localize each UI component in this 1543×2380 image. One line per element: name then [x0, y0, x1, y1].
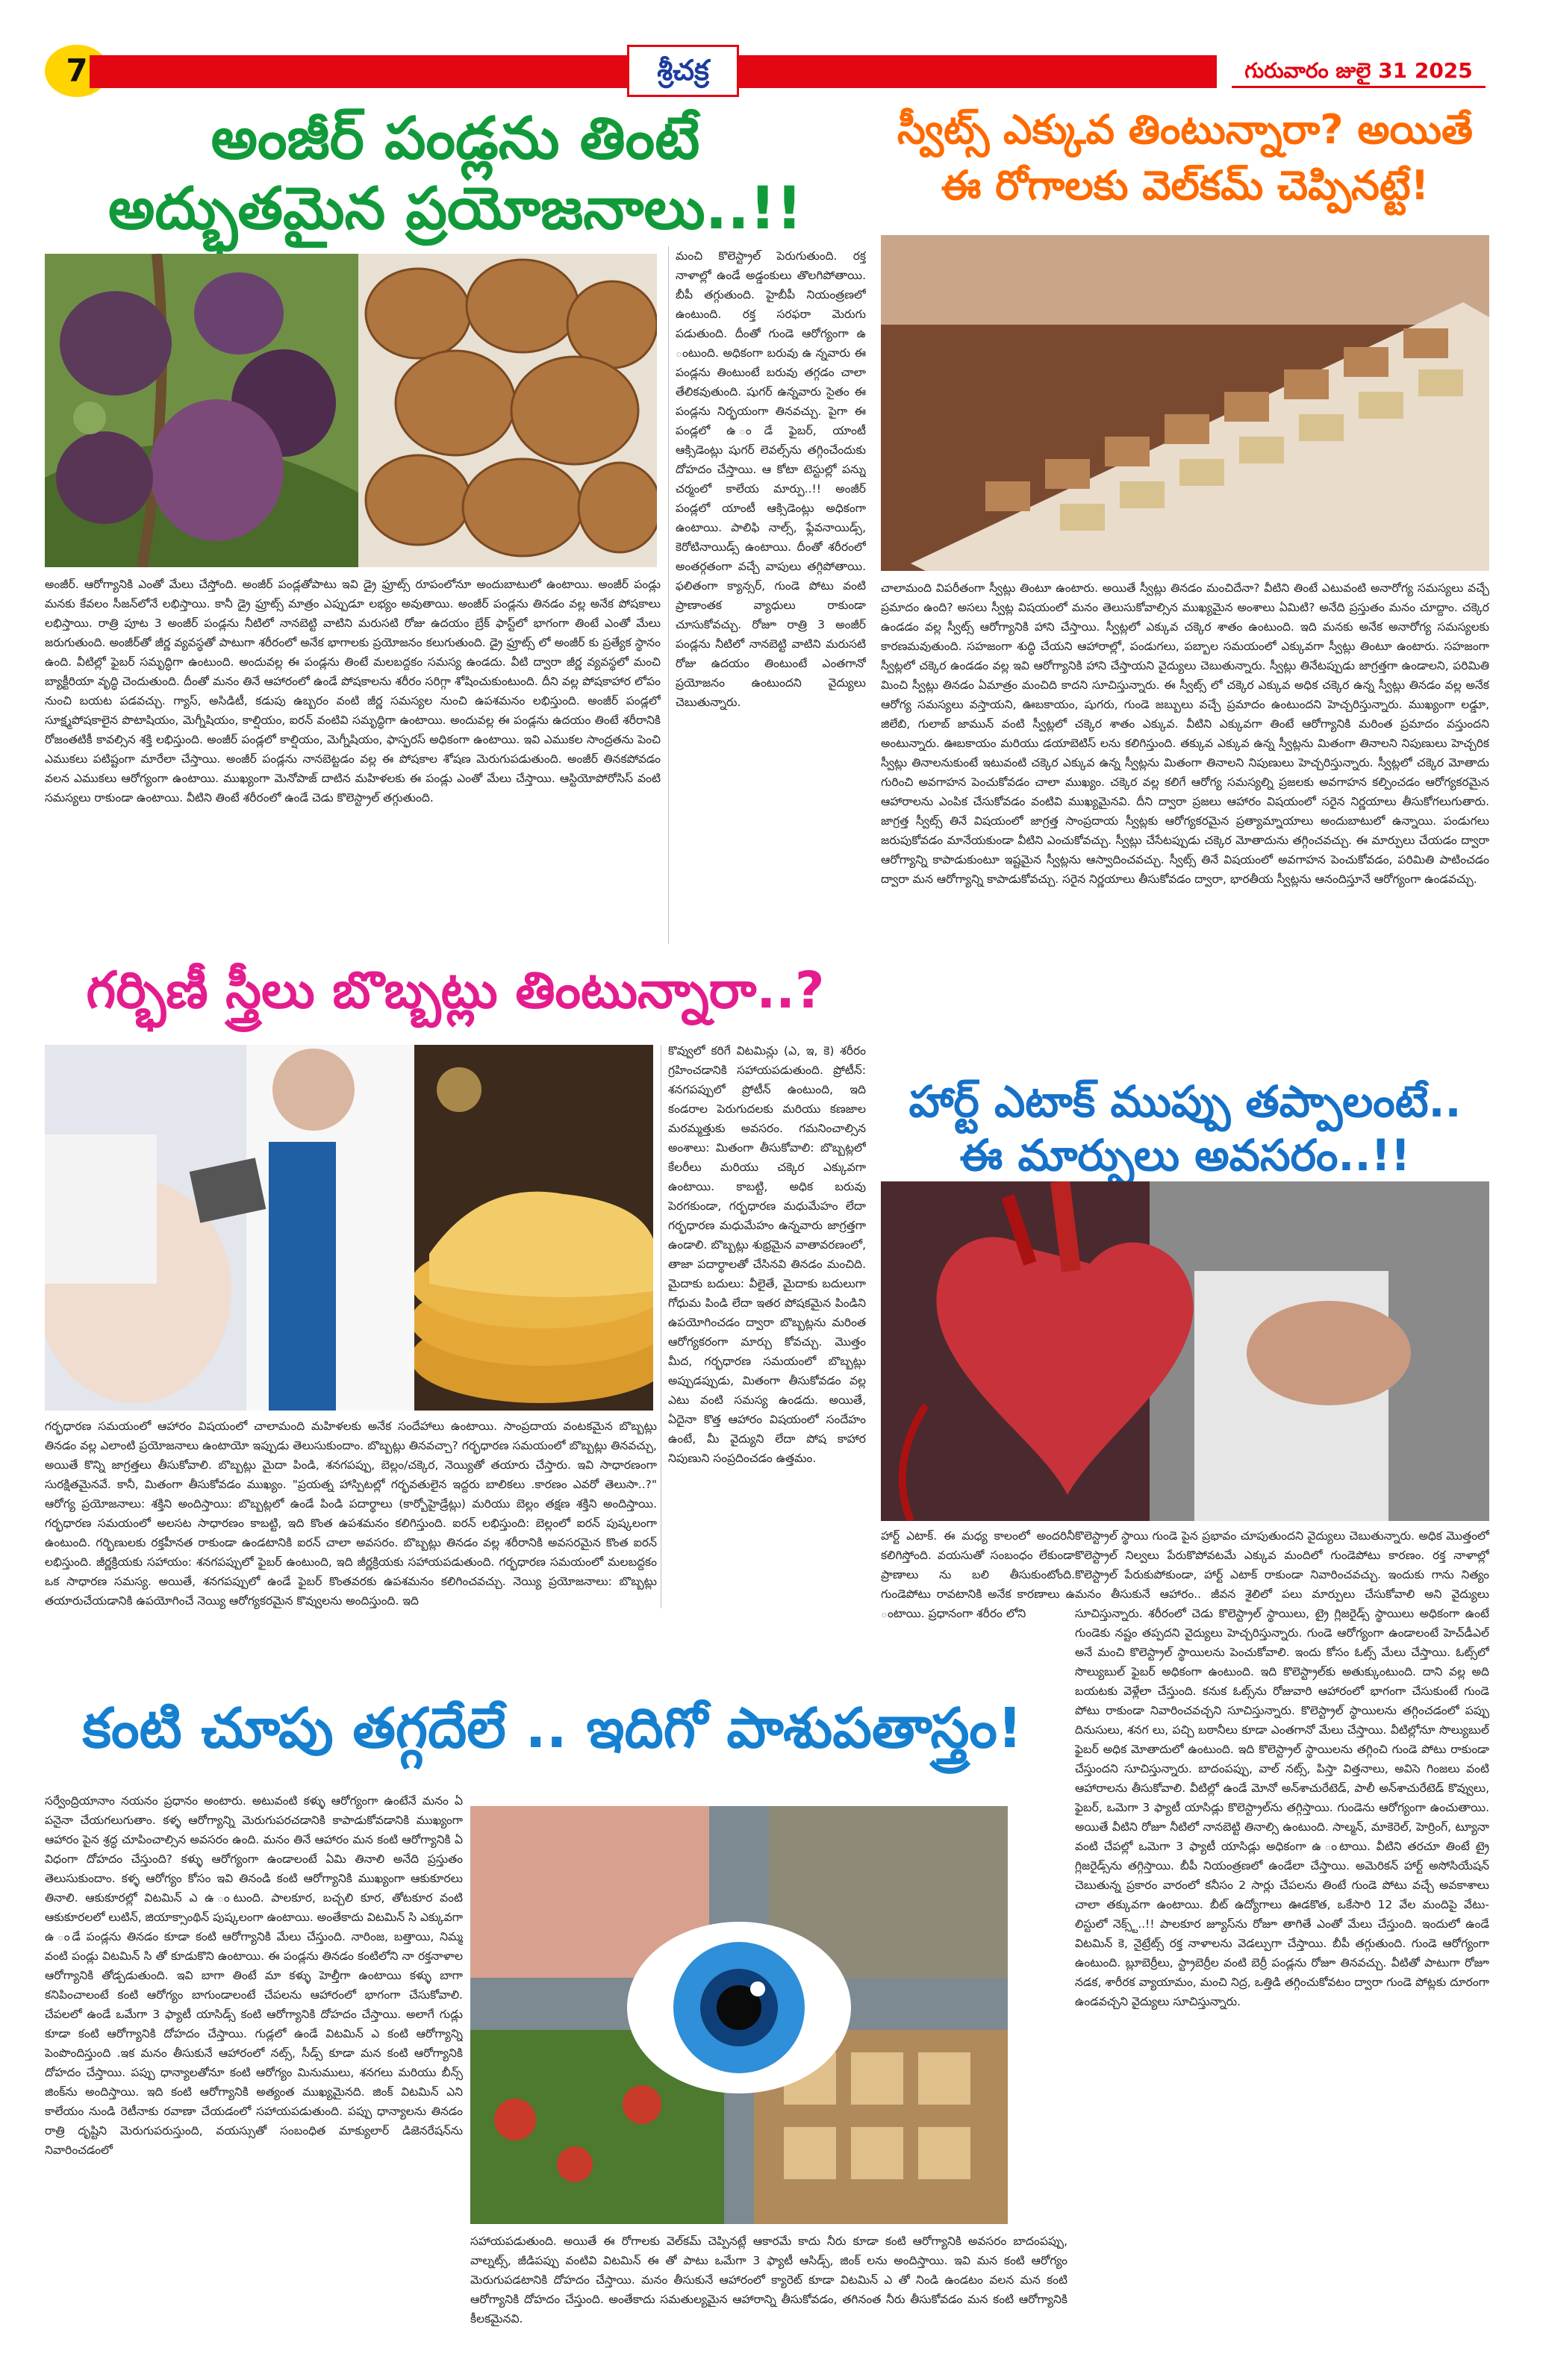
pregnancy-article-body: గర్భధారణ సమయంలో ఆహారం విషయంలో చాలామంది మహిళలకు అనేక సందేహాలు ఉంటాయి. సాంప్రదాయ వంటకమైన బొబ్బట్లు తినడం వల్ల ఎలాంటి ప్రయోజనాలు ఉంటాయో ఇప్పుడు తెలుసుకుందాం. బొబ్బట్లు తినవచ్చా? గర్భధారణ సమయంలో బొబ్బట్లు తినవచ్చు, అయితే కొన్ని జాగ్రత్తలు తీసుకోవాలి. బొబ్బట్లు మైదా పిండి, శనగపప్పు, బెల్లం/చక్కెర, నెయ్యితో తయారు చేస్తారు. ఇవి సాధారణంగా సురక్షితమైనవే. కానీ, మితంగా తీసుకోవడం ముఖ్యం. "ప్రయత్న హాస్పిటల్లో గర్భవతులైన ఇద్దరు బాలికలు .కారణం ఎవరో తెలుసా..?" ఆరోగ్య ప్రయోజనాలు: శక్తిని అందిస్తాయి: బొబ్బట్లలో ఉండే పిండి పదార్థాలు (కార్బోహైడ్రేట్లు) మరియు బెల్లం తక్షణ శక్తిని అందిస్తాయి. గర్భధారణ సమయంలో అలసట సాధారణం కాబట్టి, ఇది కొంత ఉపశమనం కలిగిస్తుంది. ఐరన్ లభిస్తుంది: బెల్లంలో ఐరన్ పుష్కలంగా ఉంటుంది. గర్భిణులకు రక్తహీనత రాకుండా ఉండటానికి ఐరన్ చాలా అవసరం. బొబ్బట్లు తినడం వల్ల శరీరానికి అవసరమైన కొంత ఐరన్ లభిస్తుంది. జీర్ణక్రియకు సహాయం: శనగపప్పులో ఫైబర్ ఉంటుంది, ఇది జీర్ణక్రియకు సహాయపడుతుంది. గర్భధారణ సమయంలో మలబద్దకం ఒక సాధారణ సమస్య. అయితే, శనగపప్పులో ఉండే ఫైబర్ కొంతవరకు ఉపశమనం కలిగించవచ్చు. నెయ్యి ప్రయోజనాలు: బొబ్బట్లు తయారుచేయడానికి ఉపయోగించే నెయ్యి ఆరోగ్యకరమైన కొవ్వులను అందిస్తుంది. ఇది	[45, 1419, 657, 1608]
pregnant-woman-doctor-photo	[45, 1045, 414, 1411]
bobbatlu-icon	[414, 1045, 653, 1411]
eye-food-photo	[470, 1806, 1008, 2224]
pregnancy-article-right-column: కొవ్వులో కరిగే విటమిన్లు (ఎ, ఇ, కె) శరీరం గ్రహించడానికి సహాయపడుతుంది. ప్రోటీన్: శనగపప్పులో ప్రోటీన్ ఉంటుంది, ఇది కండరాల పెరుగుదలకు మరియు కణజాల మరమ్మత్తుకు అవసరం. గమనించాల్సిన అంశాలు: మితంగా తీసుకోవాలి: బొబ్బట్లలో కేలరీలు మరియు చక్కెర ఎక్కువగా ఉంటాయి. కాబట్టి, అధిక బరువు పెరగకుండా, గర్భధారణ మధుమేహం లేదా గర్భధారణ మధుమేహం ఉన్నవారు జాగ్రత్తగా ఉండాలి. బొబ్బట్లు శుభ్రమైన వాతావరణంలో, తాజా పదార్థాలతో చేసినవి తినడం మంచిది. మైదాకు బదులు: వీలైతే, మైదాకు బదులుగా గోధుమ పిండి లేదా ఇతర పోషకమైన పిండిని ఉపయోగించడం ద్వారా బొబ్బట్లను మరింత ఆరోగ్యకరంగా మార్చు కోవచ్చు. మొత్తం మీద, గర్భధారణ సమయంలో బొబ్బట్లు అప్పుడప్పుడు, మితంగా తీసుకోవడం వల్ల ఎటు వంటి సమస్య ఉండదు. అయితే, ఏదైనా కొత్త ఆహారం విషయంలో సందేహం ఉంటే, మీ వైద్యుని లేదా పోష కాహార నిపుణుని సంప్రదించడం ఉత్తమం.	[668, 1044, 866, 1465]
heart-headline-line1: హార్ట్ ఎటాక్ ముప్పు తప్పాలంటే..	[908, 1076, 1462, 1127]
sweets-headline-line1: స్వీట్స్ ఎక్కువ తింటున్నారా? అయితే	[897, 106, 1474, 153]
column-divider	[668, 246, 669, 944]
masthead	[45, 45, 1500, 97]
pregnant-woman-icon	[45, 1045, 414, 1411]
dried-fig-photo	[358, 254, 657, 567]
heart-headline-line2: ఈ మార్పులు అవసరం..!!	[959, 1130, 1411, 1181]
fig-article-right-column: మంచి కొలెస్ట్రాల్ పెరుగుతుంది. రక్త నాళాల్లో ఉండే అడ్డంకులు తొలగిపోతాయి. బీపీ తగ్గుతుంది. హైబీపీ నియంత్రణలో ఉంటుంది. రక్త సరఫరా మెరుగు పడుతుంది. దీంతో గుండె ఆరోగ్యంగా ఉ ంటుంది. అధికంగా బరువు ఉ న్నవారు ఈ పండ్లను తింటుంటే బరువు తగ్గడం చాలా తేలికవుతుంది. షుగర్ ఉన్నవారు సైతం ఈ పండ్లను నిర్భయంగా తినవచ్చు. పైగా ఈ పండ్లలో ఉ ండే ఫైబర్, యాంటీ ఆక్సిడెంట్లు షుగర్ లెవల్స్‌ను తగ్గించేందుకు దోహదం చేస్తాయి. ఆ కోటా టెస్టుల్లో పన్ను చర్మంలో కాలేయ మార్పు..!! అంజీర్ పండ్లలో యాంటీ ఆక్సిడెంట్లు అధికంగా ఉంటాయి. పాలిఫి నాల్స్, ఫ్లేవనాయిడ్స్, కెరోటినాయిడ్స్ ఉంటాయి. దీంతో శరీరంలో అంతర్గతంగా వచ్చే వాపులు తగ్గిపోతాయి. ఫలితంగా క్యాన్సర్, గుండె పోటు వంటి ప్రాణాంతక వ్యాధులు రాకుండా చూసుకోవచ్చు. రోజూ రాత్రి 3 అంజీర్ పండ్లను నీటిలో నానబెట్టి వాటిని మరుసటి రోజు ఉదయం తింటుంటే ఎంతగానో ప్రయోజనం ఉంటుందని వైద్యులు చెబుతున్నారు.	[676, 249, 866, 709]
sweets-headline-line2: ఈ రోగాలకు వెల్‌కమ్ చెప్పినట్టే!	[941, 162, 1430, 209]
page-number: 7	[45, 45, 109, 97]
eye-article-left-column: సర్వేంద్రియానాం నయనం ప్రధానం అంటారు. అటువంటి కళ్ళు ఆరోగ్యంగా ఉంటేనే మనం ఏ పనైనా చేయగలుగుతాం. కళ్ళ ఆరోగ్యాన్ని మెరుగుపరచడానికి కాపాడుకోవడానికి ముఖ్యంగా ఆహారం పైన శ్రద్ధ చూపించాల్సిన అవసరం ఉంది. మనం తినే ఆహారం మన కంటి ఆరోగ్యానికి ఏ విధంగా దోహదం చేస్తుంది? కళ్ళు ఆరోగ్యంగా ఉండాలంటే ఏమి తినాలి అనేది ప్రస్తుతం తెలుసుకుందాం. కళ్ళ ఆరోగ్యం కోసం ఇవి తినండి కంటి ఆరోగ్యానికి ముఖ్యంగా ఆకుకూరలు తినాలి. ఆకుకూరల్లో విటమిన్ ఎ ఉ ంటుంది. పాలకూర, బచ్చలి కూర, తోటకూర వంటి ఆకుకూరలలో లుటిన్, జియాక్సాంథిన్ పుష్కలంగా ఉంటాయి. అంతేకాదు విటమిన్ సి ఎక్కువగా ఉ ండే పండ్లను తినడం కూడా కంటి ఆరోగ్యానికి మేలు చేస్తుంది. నారింజ, బత్తాయి, నిమ్మ వంటి పండ్లు విటమిన్ సి తో కూడుకొని ఉంటాయి. ఈ పండ్లను తినడం కంటిలోని నా రక్తనాళాల ఆరోగ్యానికి తోడ్పడుతుంది. ఇవి బాగా తింటే మా కళ్ళు హెల్తీగా ఉంటాయి కళ్ళు బాగా కనిపించాలంటే కంటి ఆరోగ్యం బాగుండాలంటే చేపలను ఆహారంలో భాగంగా చేసుకోవాలి. చేపలలో ఉండే ఒమేగా 3 ఫ్యాటీ యాసిడ్స్ కంటి ఆరోగ్యానికి దోహదం చేస్తాయి. అలాగే గుడ్లు కూడా కంటి ఆరోగ్యానికి దోహదం చేస్తాయి. గుడ్లలో ఉండే విటమిన్ ఎ కంటి ఆరోగ్యాన్ని పెంపొందిస్తుంది .ఇక మనం తీసుకునే ఆహారంలో నట్స్, సీడ్స్ కూడా మన కంటి ఆరోగ్యానికి దోహదం చేస్తాయి. పప్పు ధాన్యాలతోనూ కంటి ఆరోగ్యం మినుములు, శనగలు మరియు బీన్స్ జింక్‌ను అందిస్తాయి. ఇది కంటి ఆరోగ్యానికి అత్యంత ముఖ్యమైనది. జింక్ విటమిన్ ఎని కాలేయం నుండి రెటీనాకు రవాణా చేయడంలో సహాయపడుతుంది. పప్పు ధాన్యాలను తినడం రాత్రి దృష్టిని మెరుగుపరుస్తుంది, వయస్సుతో సంబంధిత మాక్యులార్ డిజెనరేషన్‌ను నివారించడంలో	[45, 1794, 463, 2157]
fig-headline-line1: అంజీర్ పండ్లను తింటే	[211, 105, 700, 172]
dried-fig-icon	[358, 254, 657, 567]
eye-headline: కంటి చూపు తగ్గదేలే .. ఇదిగో పాశుపతాస్త్రం!	[82, 1696, 1023, 1761]
sweets-article-body: చాలామంది విపరీతంగా స్వీట్లు తింటూ ఉంటారు. అయితే స్వీట్లు తినడం మంచిదేనా? వీటిని తింటే ఎటువంటి అనారోగ్య సమస్యలు వచ్చే ప్రమాదం ఉంది? అసలు స్వీట్ల విషయంలో మనం తెలుసుకోవాల్సిన ముఖ్యమైన అంశాలు ఏమిటి? అనేది ప్రస్తుతం మనం చూద్దాం. చక్కెర ఉండడం వల్ల స్వీట్స్ ఆరోగ్యానికి హాని చేస్తాయి. స్వీట్లలో ఎక్కువ చక్కెర శాతం ఉంటుంది. ఇది మనకు అనేక అనారోగ్య సమస్యలకు కారణమవుతుంది. సహజంగా శుద్ధి చేయని ఆహారాల్లో, పండుగలు, పబ్బాల సమయంలో ఎక్కువగా స్వీట్లు తింటూ ఉంటారు. సహజంగా స్వీట్లలో చక్కెర ఉండడం వల్ల ఇవి ఆరోగ్యానికి హాని చేస్తాయని వైద్యులు చెబుతున్నారు. స్వీట్లు తినేటప్పుడు జాగ్రత్తగా ఉండాలని, పరిమితి మించి స్వీట్లు తినడం ఏమాత్రం మంచిది కాదని సూచిస్తున్నారు. ఈ స్వీట్స్ లో చక్కెర ఎక్కువ అధిక చక్కెర ఉన్న స్వీట్లు తినడం వల్ల అనేక ఆరోగ్య సమస్యలు వస్తాయని, ఊబకాయం, షుగరు, గుండె జబ్బులు వచ్చే ప్రమాదం ఉంటుందని హెచ్చరిస్తున్నారు. ముఖ్యంగా లడ్డూ, జిలేబి, గులాబ్ జామున్ వంటి స్వీట్లలో చక్కెర శాతం ఎక్కువ. వీటిని ఎక్కువగా తింటే ఆరోగ్యానికి మరింత ప్రమాదం వస్తుందని అంటున్నారు. ఊబకాయం మరియు డయాబెటిస్ లను కలిగిస్తుంది. తక్కువ ఎక్కువ ఉన్న స్వీట్లను మితంగా తినాలని నిపుణులు హెచ్చరిక స్వీట్లు తినాలనుకుంటే ఇటువంటి చక్కెర ఎక్కువ ఉన్న స్వీట్లను మితంగా తినాలని నిపుణులు హెచ్చరిస్తున్నారు. స్వీట్లలో చక్కెర మోతాదు గురించి అవగాహన పెంచుకోవడం చాలా ముఖ్యం. చక్కెర వల్ల కలిగే ఆరోగ్య సమస్యల్ని ప్రజలకు అవగాహన కల్పించడం ఆరోగ్యకరమైన ఆహారాలను ఎంపిక చేసుకోవడం వంటివి ముఖ్యమైనవి. దీని ద్వారా ప్రజలు ఆహారం విషయంలో సరైన నిర్ణయాలు తీసుకోగలుగుతారు. జాగ్రత్త స్వీట్స్ తినే విషయంలో జాగ్రత్త సాంప్రదాయ స్వీట్లకు ఆరోగ్యకరమైన ప్రత్యామ్నాయాలు అందుబాటులో ఉన్నాయి. పండుగలు జరుపుకోవడం మానేయకుండా వీటిని ఎంచుకోవచ్చు. స్వీట్లు చేసేటప్పుడు చక్కెర మోతాదును తగ్గించవచ్చు. ఈ మార్పులు చేయడం ద్వారా ఆరోగ్యాన్ని కాపాడుకుంటూ ఇష్టమైన స్వీట్లను ఆస్వాదించవచ్చు. స్వీట్స్ తినే విషయంలో అవగాహన పెంచుకోవడం, పరిమితి పాటించడం ద్వారా మన ఆరోగ్యాన్ని కాపాడుకోవచ్చు. సరైన నిర్ణయాలు తీసుకోవడం ద్వారా, భారతీయ స్వీట్లను ఆనందిస్తూనే ఆరోగ్యంగా ఉండవచ్చు.	[881, 581, 1489, 886]
heart-article-left-column: హార్ట్ ఎటాక్. ఈ మధ్య కాలంలో అందరినీ కలిగిస్తోంది. వయసుతో సంబంధం లేకుండా ప్రాణాలు ను బలి తీసుకుంటోంది. గుండెపోటు రావటానికి అనేక కారణాలు ఉ ంటాయి. ప్రధానంగా శరీరం లోని	[881, 1529, 1075, 1620]
fig-headline-line2: అద్భుతమైన ప్రయోజనాలు..!!	[107, 175, 803, 243]
fig-fruit-icon	[45, 254, 358, 567]
fresh-fig-photo	[45, 254, 358, 567]
heart-icon	[881, 1181, 1489, 1521]
eye-article-below-photo: సహాయపడుతుంది. అయితే ఈ రోగాలకు వెల్‌కమ్ చెప్పినట్లే ఆకారమే కాదు నీరు కూడా కంటి ఆరోగ్యానికి అవసరం బాదంపప్పు, వాల్నట్స్, జీడిపప్పు వంటివి విటమిన్ ఈ తో పాటు ఒమేగా 3 ఫ్యాటీ ఆసిడ్స్, జింక్ లను అందిస్తాయి. ఇవి మన కంటి ఆరోగ్యం మెరుగుపడటానికి దోహదం చేస్తాయి. మనం తీసుకునే ఆహారంలో క్యారెట్ కూడా విటమిన్ ఎ తో నిండి ఉండటం వలన మన కంటి ఆరోగ్యానికి దోహదం చేస్తుంది. అంతేకాదు సమతుల్యమైన ఆహారాన్ని తీసుకోవడం, తగినంత నీరు తీసుకోవడం మన కంటి ఆరోగ్యానికి కీలకమైనవి.	[470, 2234, 1067, 2326]
fig-article-body: అంజీర్. ఆరోగ్యానికి ఎంతో మేలు చేస్తోంది. అంజీర్ పండ్లతోపాటు ఇవి డ్రై ఫ్రూట్స్ రూపంలోనూ అందుబాటులో ఉంటాయి. అంజీర్ పండ్లు మనకు కేవలం సీజన్‌లోనే లభిస్తాయి. కానీ డ్రై ఫ్రూట్స్ మాత్రం ఎప్పుడూ లభ్యం అవుతాయి. అంజీర్ పండ్లను తినడం వల్ల అనేక పోషకాలు లభిస్తాయి. రాత్రి పూట 3 అంజీర్ పండ్లను నీటిలో నానబెట్టి వాటిని మరుసటి రోజు ఉదయం బ్రేక్ ఫాస్ట్‌లో భాగంగా తింటే ఎంతో మేలు జరుగుతుంది. అంజీర్‌తో జీర్ణ వ్యవస్థతో పాటుగా శరీరంలో అనేక భాగాలకు ప్రయోజనం కలుగుతుంది. డ్రై ఫ్రూట్స్ లో అంజీర్ కు ప్రత్యేక స్థానం ఉంది. వీటిల్లో ఫైబర్ సమృద్ధిగా ఉంటుంది. అందువల్ల ఈ పండ్లను తింటే మలబద్దకం సమస్య ఉండదు. వీటి ద్వారా జీర్ణ వ్యవస్థలో మంచి బ్యాక్టీరియా వృద్ధి చెందుతుంది. దీంతో మనం తినే ఆహారంలో ఉండే పోషకాలను శరీరం సరిగ్గా శోషించుకుంటుంది. దీని వల్ల పోషకాహార లోపం నుంచి బయట పడవచ్చు. గ్యాస్, అసిడిటీ, కడుపు ఉబ్బరం వంటి జీర్ణ సమస్యల నుంచి ఉపశమనం లభిస్తుంది. అంజీర్ పండ్లలో సూక్ష్మపోషకాలైన పొటాషియం, మెగ్నీషియం, కాల్షియం, ఐరన్ వంటివి సమృద్ధిగా ఉంటాయి. అందువల్ల ఈ పండ్లను ఉదయం తింటే శరీరానికి రోజంతటికీ కావల్సిన శక్తి లభిస్తుంది. అంజీర్ పండ్లలో కాల్షియం, మెగ్నీషియం, ఫాస్ఫరస్ అధికంగా ఉంటాయి. ఇవి ఎముకల సాంద్రతను పెంచి ఎముకలు పటిష్టంగా మారేలా చేస్తాయి. అంజీర్ పండ్లను నానబెట్టడం వల్ల ఈ పోషకాల శోషణ మెరుగుపడుతుంది. అంజీర్ తినకపోవడం వలన ఎముకలు ఆరోగ్యంగా ఉంటాయి. ముఖ్యంగా మెనోపాజ్ దాటిన మహిళలకు ఈ పండ్లు ఎంతో మేలు చేస్తాయి. ఆస్టియోపోరోసిస్ వంటి సమస్యలు రాకుండా ఉంటాయి. వీటిని తింటే శరీరంలో ఉండే చెడు కొలెస్ట్రాల్ తగ్గుతుంది.	[45, 578, 661, 805]
eye-icon	[470, 1806, 1008, 2224]
bobbatlu-photo	[414, 1045, 653, 1411]
heart-article-body: కొలెస్ట్రాల్ స్థాయి గుండె పైన ప్రభావం చూపుతుందని వైద్యులు చెబుతున్నారు. అధిక మొత్తంలో కొలెస్ట్రాల్ నిల్వలు పేరుకొపోవటమే ఎక్కువ మందిలో గుండెపోటు కారణం. రక్త నాళాల్లో కొలెస్ట్రాల్ పేరుకుపోకుండా, హార్ట్ ఎటాక్ రాకుండా నివారించవచ్చు. ఇందుకు గాను నిత్యం మనం తీసుకునే ఆహారం.. జీవన శైలిలో పలు మార్పులు చేసుకోవాలి అని వైద్యులు సూచిస్తున్నారు. శరీరంలో చెడు కొలెస్ట్రాల్ స్థాయిలు, ట్రై గ్లిజరైడ్స్ స్థాయిలు అధికంగా ఉంటే గుండెకు నష్టం తప్పదని వైద్యులు హెచ్చరిస్తున్నారు. గుండె ఆరోగ్యంగా ఉండాలంటే హెచ్‌డీఎల్ అనే మంచి కొలెస్ట్రాల్ స్థాయిలను పెంచుకోవాలి. ఇందు కోసం ఓట్స్ మేలు చేస్తాయి. ఓట్స్‌లో సొల్యుబుల్ ఫైబర్ అధికంగా ఉంటుంది. ఇది కొలెస్ట్రాల్‌కు అతుక్కుంటుంది. దాని వల్ల అది బయటకు వెళ్లేలా చేస్తుంది. కనుక ఓట్స్‌ను రోజువారి ఆహారంలో భాగంగా చేసుకుంటే గుండె పోటు రాకుండా నివారించవచ్చని సూచిస్తున్నారు. కొలెస్ట్రాల్ స్థాయిలను తగ్గించడంలో పప్పు దినుసులు, శనగ లు, పచ్చి బఠానీలు కూడా ఎంతగానో మేలు చేస్తాయి. వీటిల్లోనూ సొల్యుబుల్ ఫైబర్ అధిక మోతాదులో ఉంటుంది. ఇది కొలెస్ట్రాల్ స్థాయిలను తగ్గించి గుండె పోటు రాకుండా చేస్తుందని సూచిస్తున్నారు. బాదంపప్పు, వాల్ నట్స్, పిస్తా విత్తనాలు, అవిసె గింజలు వంటి ఆహారాలను తీసుకోవాలి. వీటిల్లో ఉండే మోనో అన్‌శాచురేటెడ్, పాలీ అన్‌శాచురేటెడ్ కొవ్వులు, ఫైబర్, ఒమెగా 3 ఫ్యాటీ యాసిడ్లు కొలెస్ట్రాల్‌ను తగ్గిస్తాయి. గుండెను ఆరోగ్యంగా ఉంచుతాయి. అయితే వీటిని రోజూ నీటిలో నానబెట్టి తినాల్సి ఉంటుంది. సాల్మన్, మాకెరెల్, హెర్రింగ్, ట్యూనా వంటి చేపల్లో ఒమెగా 3 ఫ్యాటీ యాసిడ్లు అధికంగా ఉ ంటాయి. వీటిని తరచూ తింటే ట్రై గ్లిజరైడ్స్‌ను తగ్గిస్తాయి. బీపీ నియంత్రణలో ఉండేలా చేస్తాయి. అమెరికన్ హార్ట్ అసోసియేషన్ చెబుతున్న ప్రకారం వారంలో కనీసం 2 సార్లు చేపలను తింటే గుండె పోటు వచ్చే అవకాశాలు చాలా తక్కువగా ఉంటాయి. బీట్ ఉద్యోగాలు ఊడకొత, ఒకేసారి 12 వేల మందిపై వేటు- లిస్టులో నెక్స్ట్..!! పాలకూర జ్యూస్‌ను రోజూ తాగితే ఎంతో మేలు చేస్తుంది. ఇందులో ఉండే విటమిన్ కె, నైట్రేట్స్ రక్త నాళాలను వెడల్పుగా చేస్తాయి. బీపీ తగ్గుతుంది. గుండె ఆరోగ్యంగా ఉంటుంది. బ్లూబెర్రీలు, స్ట్రాబెర్రీల వంటి బెర్రీ పండ్లను రోజూ తినవచ్చు. వీటితో పాటుగా రోజూ నడక, శారీరక వ్యాయామం, మంచి నిద్ర, ఒత్తిడి తగ్గించుకోవటం ద్వారా గుండె పోట్లకు దూరంగా ఉండవచ్చని వైద్యులు సూచిస్తున్నారు.	[1075, 1529, 1489, 2008]
sweets-box-photo	[881, 235, 1489, 571]
issue-date: గురువారం జులై 31 2025	[1232, 54, 1486, 88]
newspaper-logo: శ్రీచక్ర	[627, 45, 739, 97]
pregnancy-headline: గర్భిణీ స్త్రీలు బొబ్బట్లు తింటున్నారా..?	[86, 961, 825, 1020]
heart-attack-photo	[881, 1181, 1489, 1521]
sweets-tray-icon	[881, 235, 1489, 571]
